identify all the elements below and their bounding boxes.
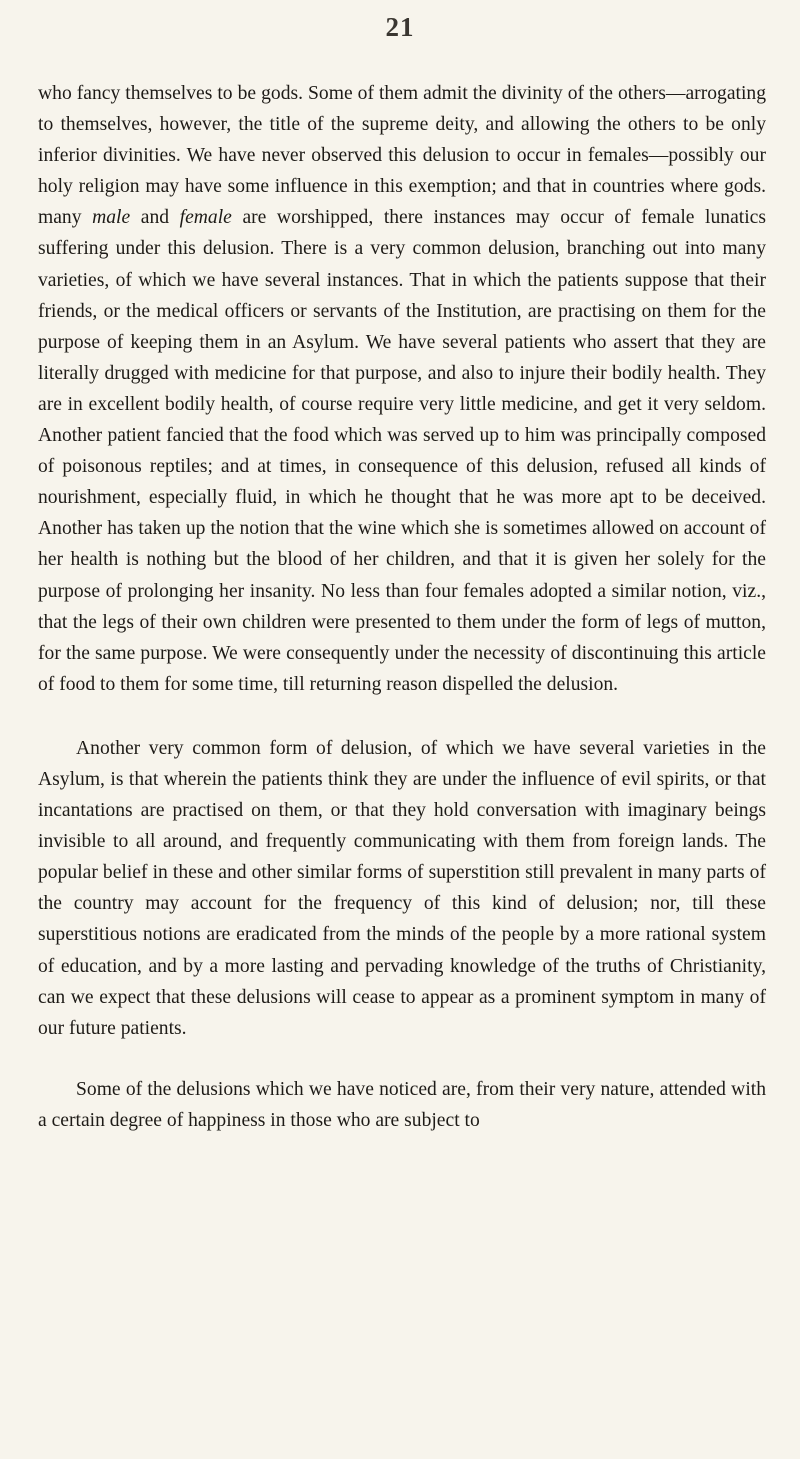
paragraph-gods-delusion (38, 78, 766, 700)
paragraph-spacer (38, 700, 766, 733)
page-body (38, 78, 766, 1136)
paragraph-happiness: Some of the delusions which we have noticed are, from their very nature, attended with a certain degree of happiness in those who are subject to (38, 1078, 766, 1131)
paragraph-text: are worshipped, there instances may occur of female lunatics suffering under this delusion. There is a very common delusion, branching out into many varieties, of which we have several instances. That in which the patients suppose that their friends, or the medical officers or servants of the Institution, are practising on them for the purpose of keeping them in an Asylum. We have several patients who assert that they are literally drugged with medicine for that purpose, and also to injure their bodily health. They are in excellent bodily health, of course require very little medicine, and get it very seldom. Another patient fancied that the food which was served up to him was principally composed of poisonous reptiles; and at times, in consequence of this delusion, refused all kinds of nourishment, especially fluid, in which he thought that he was more apt to be deceived. Another has taken up the notion that the wine which she is sometimes allowed on account of her health is nothing but the blood of her children, and that it is given her solely for the purpose of prolonging her insanity. No less than four females adopted a similar notion, viz., that the legs of their own children were presented to them under the form of legs of mutton, for the same purpose. We were consequently under the necessity of discontinuing this article of food to them for some time, till returning reason dispelled the delusion. (38, 207, 767, 695)
paragraph-evil-spirits: Another very common form of delusion, of which we have several varieties in the Asylum, is that wherein the patients think they are under the influence of evil spirits, or that incantations are practised on them, or that they hold conversation with imaginary beings invisible to all around, and frequently communicating with them from foreign lands. The popular belief in these and other similar forms of superstition still prevalent in many parts of the country may account for the frequency of this kind of delusion; nor, till these superstitious notions are eradicated from the minds of the people by a more rational system of education, and by a more lasting and pervading knowledge of the truths of Christianity, can we expect that these delusions will cease to appear as a prominent symptom in many of our future patients. (38, 737, 766, 1039)
italic-word-male: male (92, 207, 131, 229)
paragraph-text: and (130, 207, 180, 229)
page-number: 21 (385, 12, 415, 42)
paragraph-spacer (38, 1044, 766, 1074)
paragraph-text: who fancy themselves to be gods. Some of them admit the divinity of the others—arrogating to themselves, however, the title of the supreme deity, and allowing the others to be only inferior divinities. We have never observed this delusion to occur in females—possibly our holy religion may have some influence in this exemption; and that in countries where gods. many (38, 83, 766, 229)
italic-word-female: female (179, 207, 232, 229)
